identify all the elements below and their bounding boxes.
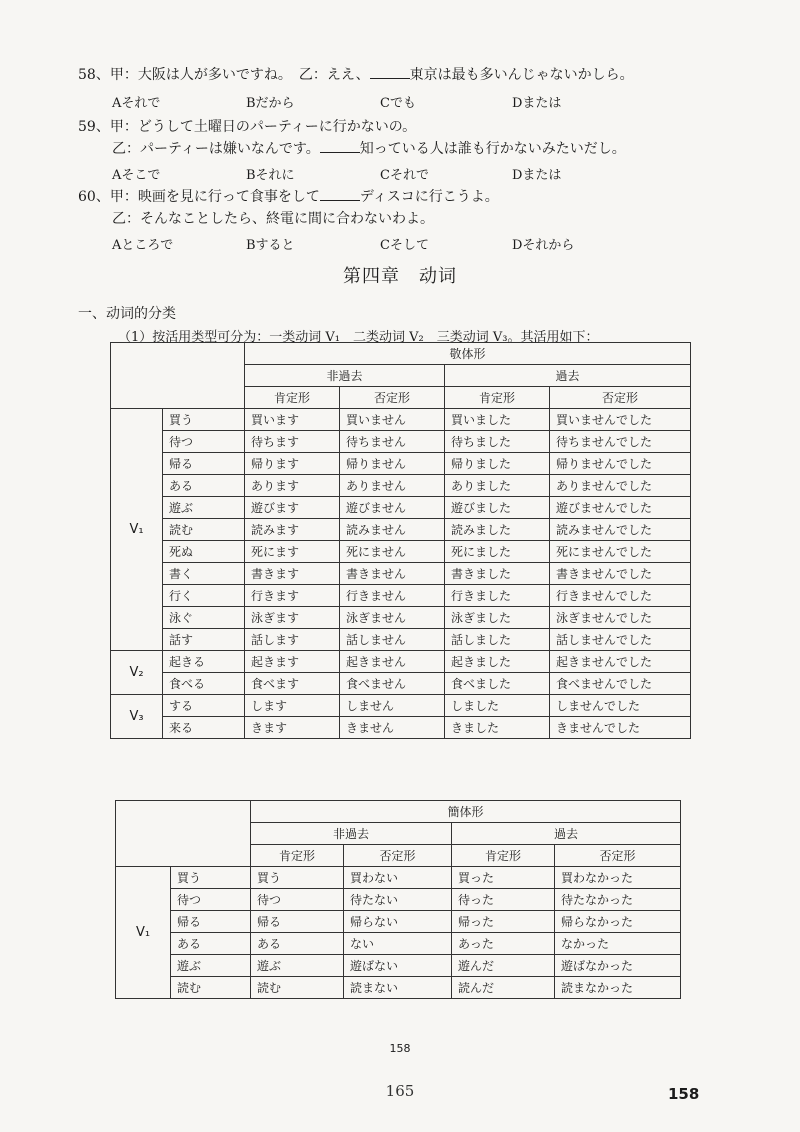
table-row [111, 431, 691, 453]
plain-form-table [115, 800, 681, 999]
past-negative: 遊ばなかった [555, 955, 681, 977]
question-60-line2 [112, 210, 434, 228]
dictionary-form: 買う [171, 867, 251, 889]
dictionary-form: する [163, 695, 245, 717]
form-header: 簡体形 [251, 801, 681, 823]
nonpast-negative: 行きません [340, 585, 445, 607]
page-number-corner: 158 [668, 1085, 700, 1103]
nonpast-affirmative: きます [245, 717, 340, 739]
past-negative: 起きませんでした [550, 651, 691, 673]
nonpast-header: 非過去 [251, 823, 452, 845]
nonpast-negative: しません [340, 695, 445, 717]
nonpast-affirmative: 帰る [251, 911, 344, 933]
nonpast-affirmative: します [245, 695, 340, 717]
nonpast-affirmative: 読みます [245, 519, 340, 541]
dictionary-form: ある [163, 475, 245, 497]
past-negative: 買わなかった [555, 867, 681, 889]
question-58 [78, 66, 634, 84]
question-text: 60、甲：映画を見に行って食事をして [78, 189, 320, 205]
option-c: Cそして [380, 238, 429, 253]
past-negative: 遊びませんでした [550, 497, 691, 519]
past-negative: 読みませんでした [550, 519, 691, 541]
table-row [111, 409, 691, 431]
past-affirmative: 泳ぎました [445, 607, 550, 629]
verb-group-label: V₃ [111, 695, 163, 739]
past-affirmative: 買った [452, 867, 555, 889]
table-row [111, 717, 691, 739]
nonpast-negative: 買わない [344, 867, 452, 889]
past-negative: 行きませんでした [550, 585, 691, 607]
option-d: Dまたは [512, 96, 562, 111]
table-row [111, 651, 691, 673]
answer-blank [320, 188, 360, 201]
nonpast-negative: 起きません [340, 651, 445, 673]
corner-cell [116, 801, 251, 867]
table-row [111, 497, 691, 519]
question-text: ディスコに行こうよ。 [359, 189, 499, 205]
question-text: 59、甲：どうして土曜日のパーティーに行かないの。 [78, 119, 417, 135]
chapter-title: 第四章 动词 [343, 266, 457, 287]
past-affirmative: ありました [445, 475, 550, 497]
table-row [111, 541, 691, 563]
past-negative: ありませんでした [550, 475, 691, 497]
question-text: 知っている人は誰も行かないみたいだし。 [359, 141, 626, 157]
nonpast-affirmative: 買います [245, 409, 340, 431]
past-affirmative: 買いました [445, 409, 550, 431]
page-number-inner: 158 [389, 1042, 411, 1055]
subsection-text: （1）按活用类型可分为：一类动词 V₁ 二类动词 V₂ 三类动词 V₃。其活用如下： [118, 330, 599, 345]
nonpast-affirmative: あります [245, 475, 340, 497]
question-text: 乙：そんなことしたら、終電に間に合わないわよ。 [112, 211, 434, 227]
past-negative: 話しませんでした [550, 629, 691, 651]
option-b: Bすると [246, 238, 295, 253]
nonpast-negative: 読みません [340, 519, 445, 541]
nonpast-affirmative: 遊びます [245, 497, 340, 519]
past-affirmative: 待ちました [445, 431, 550, 453]
question-60 [78, 188, 499, 206]
past-affirmative: 死にました [445, 541, 550, 563]
past-negative: しませんでした [550, 695, 691, 717]
answer-blank [370, 66, 410, 79]
question-text: 58、甲：大阪は人が多いですね。 乙：ええ、 [78, 67, 370, 83]
past-affirmative: 読んだ [452, 977, 555, 999]
past-affirmative: 待った [452, 889, 555, 911]
dictionary-form: 読む [163, 519, 245, 541]
option-a: Aところで [112, 238, 174, 253]
nonpast-affirmative: 待つ [251, 889, 344, 911]
past-negative: 書きませんでした [550, 563, 691, 585]
nonpast-affirmative: 待ちます [245, 431, 340, 453]
nonpast-negative: 食べません [340, 673, 445, 695]
nonpast-negative: 待ちません [340, 431, 445, 453]
option-c: Cそれで [380, 168, 429, 183]
nonpast-negative: ありません [340, 475, 445, 497]
nonpast-negative: 書きません [340, 563, 445, 585]
past-negative: 食べませんでした [550, 673, 691, 695]
page-number-scan: 165 [385, 1082, 415, 1100]
table-row [111, 629, 691, 651]
dictionary-form: 遊ぶ [163, 497, 245, 519]
nonpast-affirmative: 起きます [245, 651, 340, 673]
table-row [116, 977, 681, 999]
nonpast-negative: 帰りません [340, 453, 445, 475]
past-affirmative: 帰りました [445, 453, 550, 475]
table-row [111, 585, 691, 607]
nonpast-affirmative: 行きます [245, 585, 340, 607]
verb-group-label: V₁ [116, 867, 171, 999]
question-text: 東京は最も多いんじゃないかしら。 [409, 67, 634, 83]
table-row [111, 607, 691, 629]
past-affirmative: 書きました [445, 563, 550, 585]
negative-header: 否定形 [344, 845, 452, 867]
verb-group-label: V₁ [111, 409, 163, 651]
question-59-line2 [112, 140, 626, 158]
table-row [116, 955, 681, 977]
table-row [111, 563, 691, 585]
nonpast-negative: 死にません [340, 541, 445, 563]
dictionary-form: 帰る [171, 911, 251, 933]
past-negative: 買いませんでした [550, 409, 691, 431]
past-negative: なかった [555, 933, 681, 955]
option-d: Dそれから [512, 238, 575, 253]
dictionary-form: 起きる [163, 651, 245, 673]
table-row [111, 453, 691, 475]
nonpast-negative: 読まない [344, 977, 452, 999]
past-negative: 待ちませんでした [550, 431, 691, 453]
dictionary-form: 死ぬ [163, 541, 245, 563]
dictionary-form: 遊ぶ [171, 955, 251, 977]
nonpast-negative: きません [340, 717, 445, 739]
nonpast-affirmative: 話します [245, 629, 340, 651]
answer-blank [320, 140, 360, 153]
nonpast-negative: 待たない [344, 889, 452, 911]
option-c: Cでも [380, 96, 416, 111]
header-row [116, 801, 681, 823]
past-negative: 読まなかった [555, 977, 681, 999]
table-row [116, 911, 681, 933]
past-affirmative: 遊びました [445, 497, 550, 519]
negative-header: 否定形 [550, 387, 691, 409]
nonpast-header: 非過去 [245, 365, 445, 387]
option-b: Bだから [246, 96, 295, 111]
nonpast-negative: 買いません [340, 409, 445, 431]
verb-group-label: V₂ [111, 651, 163, 695]
dictionary-form: 食べる [163, 673, 245, 695]
past-affirmative: 話しました [445, 629, 550, 651]
nonpast-affirmative: 遊ぶ [251, 955, 344, 977]
negative-header: 否定形 [340, 387, 445, 409]
nonpast-affirmative: ある [251, 933, 344, 955]
option-a: Aそれで [112, 96, 161, 111]
dictionary-form: 買う [163, 409, 245, 431]
nonpast-affirmative: 死にます [245, 541, 340, 563]
nonpast-affirmative: 食べます [245, 673, 340, 695]
past-negative: 帰らなかった [555, 911, 681, 933]
past-affirmative: 起きました [445, 651, 550, 673]
affirmative-header: 肯定形 [245, 387, 340, 409]
negative-header: 否定形 [555, 845, 681, 867]
past-header: 過去 [445, 365, 691, 387]
table-row [111, 673, 691, 695]
dictionary-form: 話す [163, 629, 245, 651]
past-negative: 帰りませんでした [550, 453, 691, 475]
dictionary-form: 帰る [163, 453, 245, 475]
table-row [111, 695, 691, 717]
past-affirmative: あった [452, 933, 555, 955]
nonpast-negative: 遊びません [340, 497, 445, 519]
table-row [116, 889, 681, 911]
dictionary-form: ある [171, 933, 251, 955]
dictionary-form: 来る [163, 717, 245, 739]
dictionary-form: 待つ [163, 431, 245, 453]
dictionary-form: 読む [171, 977, 251, 999]
polite-form-table [110, 342, 691, 739]
table-row [116, 867, 681, 889]
nonpast-negative: 帰らない [344, 911, 452, 933]
nonpast-negative: 遊ばない [344, 955, 452, 977]
table-row [111, 519, 691, 541]
question-text: 乙：パーティーは嫌いなんです。 [112, 141, 320, 157]
nonpast-affirmative: 書きます [245, 563, 340, 585]
past-negative: きませんでした [550, 717, 691, 739]
nonpast-affirmative: 泳ぎます [245, 607, 340, 629]
past-affirmative: 遊んだ [452, 955, 555, 977]
nonpast-affirmative: 読む [251, 977, 344, 999]
affirmative-header: 肯定形 [251, 845, 344, 867]
dictionary-form: 書く [163, 563, 245, 585]
past-affirmative: 帰った [452, 911, 555, 933]
option-d: Dまたは [512, 168, 562, 183]
past-negative: 死にませんでした [550, 541, 691, 563]
affirmative-header: 肯定形 [445, 387, 550, 409]
past-affirmative: きました [445, 717, 550, 739]
nonpast-negative: 話しません [340, 629, 445, 651]
past-affirmative: 行きました [445, 585, 550, 607]
header-row [111, 343, 691, 365]
table-row [111, 475, 691, 497]
dictionary-form: 待つ [171, 889, 251, 911]
section-title: 一、动词的分类 [78, 306, 176, 322]
nonpast-negative: 泳ぎません [340, 607, 445, 629]
option-b: Bそれに [246, 168, 295, 183]
table-row [116, 933, 681, 955]
nonpast-affirmative: 買う [251, 867, 344, 889]
dictionary-form: 行く [163, 585, 245, 607]
past-affirmative: 読みました [445, 519, 550, 541]
nonpast-affirmative: 帰ります [245, 453, 340, 475]
option-a: Aそこで [112, 168, 161, 183]
past-negative: 待たなかった [555, 889, 681, 911]
past-affirmative: しました [445, 695, 550, 717]
dictionary-form: 泳ぐ [163, 607, 245, 629]
form-header: 敬体形 [245, 343, 691, 365]
affirmative-header: 肯定形 [452, 845, 555, 867]
nonpast-negative: ない [344, 933, 452, 955]
past-negative: 泳ぎませんでした [550, 607, 691, 629]
question-59 [78, 118, 416, 136]
past-affirmative: 食べました [445, 673, 550, 695]
past-header: 過去 [452, 823, 681, 845]
corner-cell [111, 343, 245, 409]
